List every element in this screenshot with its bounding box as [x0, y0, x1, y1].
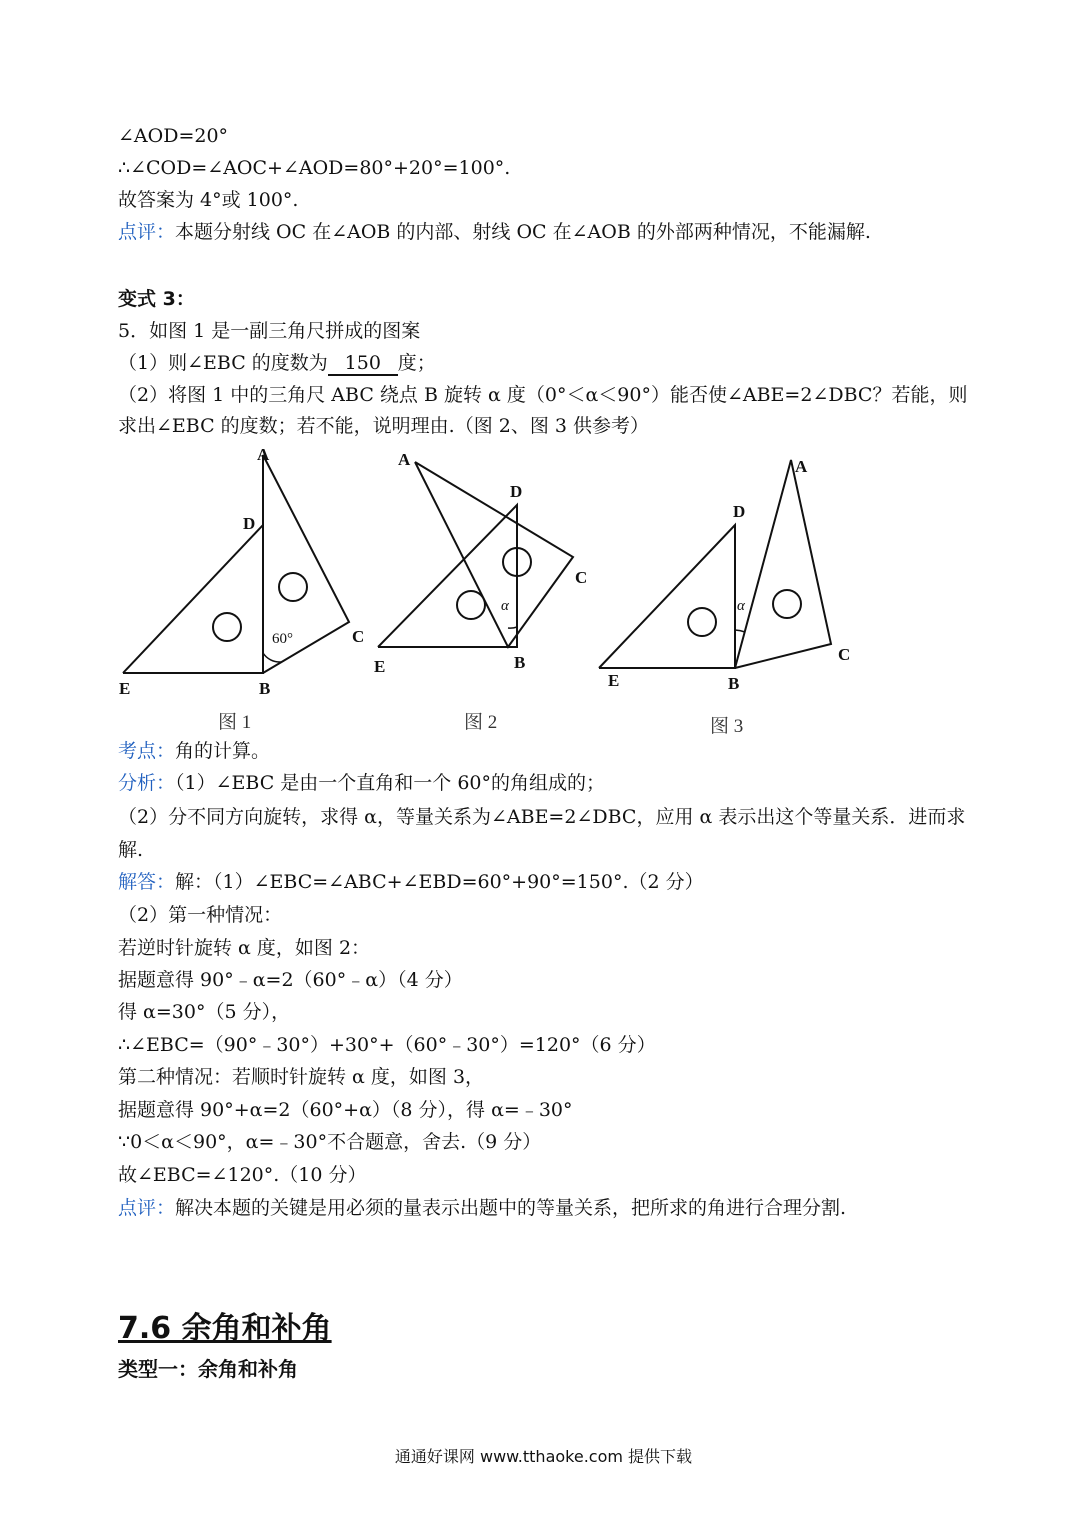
answer-label: 解答： [118, 871, 176, 893]
knowledge-point [118, 736, 270, 766]
fig3-alpha: α [737, 598, 745, 614]
step-2: 若逆时针旋转 α 度，如图 2： [118, 937, 371, 959]
figure-1 [119, 445, 364, 698]
fig2-label-a: A [398, 450, 411, 469]
answer-line: 故答案为 4°或 100°. [118, 189, 299, 211]
fig3-label-d: D [733, 502, 746, 521]
fig3-label-e: E [608, 671, 620, 690]
comment-text: 本题分射线 OC 在∠AOB 的内部、射线 OC 在∠AOB 的外部两种情况，不能漏解. [175, 221, 871, 243]
fig3-caption: 图 3 [710, 716, 744, 737]
fig2-label-e: E [374, 657, 386, 676]
fig1-label-c: C [352, 627, 365, 646]
review-line [118, 1193, 846, 1223]
figure-2 [374, 450, 587, 676]
fig3-label-c: C [838, 645, 851, 664]
question-part-2: （2）将图 1 中的三角尺 ABC 绕点 B 旋转 α 度（0°＜α＜90°）能否使∠ABE=2∠DBC？若能，则求出∠EBC 的度数；若不能，说明理由.（图 2、图 3 供参考） [118, 384, 968, 437]
type-title: 类型一：余角和补角 [118, 1357, 298, 1381]
comment-label: 点评： [118, 221, 176, 243]
step-7: 据题意得 90°+α=2（60°+α）（8 分），得 α=﹣30° [118, 1099, 573, 1121]
fig3-label-a: A [795, 457, 808, 476]
section-title: 7.6 余角和补角 [118, 1311, 332, 1346]
solution-line-aod: ∠AOD=20° [118, 125, 229, 147]
answer-part-1 [118, 867, 704, 897]
fig2-label-c: C [575, 568, 588, 587]
knowledge-text: 角的计算。 [175, 740, 271, 762]
variant-heading: 变式 3： [118, 288, 195, 310]
fig1-caption: 图 1 [218, 712, 252, 733]
review-label: 点评： [118, 1197, 176, 1219]
fig2-alpha: α [501, 598, 509, 614]
analysis-text-1: （1）∠EBC 是由一个直角和一个 60°的角组成的； [175, 772, 606, 794]
step-1: （2）第一种情况： [118, 904, 283, 926]
step-5: ∴∠EBC=（90°﹣30°）+30°+（60°﹣30°）=120°（6 分） [118, 1034, 656, 1056]
question-part-1 [118, 348, 436, 378]
step-6: 第二种情况：若顺时针旋转 α 度，如图 3， [118, 1066, 485, 1088]
fig2-label-d: D [510, 482, 523, 501]
fig1-label-e: E [119, 679, 131, 698]
part1-suffix: 度； [397, 352, 436, 374]
fig1-label-a: A [257, 445, 270, 464]
knowledge-label: 考点： [118, 740, 176, 762]
analysis-line-1 [118, 768, 605, 798]
step-3: 据题意得 90°﹣α=2（60°﹣α）（4 分） [118, 969, 463, 991]
step-9: 故∠EBC=∠120°.（10 分） [118, 1164, 367, 1186]
question-stem: 5．如图 1 是一副三角尺拼成的图案 [118, 320, 421, 342]
fig1-label-d: D [243, 514, 256, 533]
fig1-angle: 60° [272, 631, 293, 647]
answer-text-1: 解：（1）∠EBC=∠ABC+∠EBD=60°+90°=150°.（2 分） [175, 871, 704, 893]
fig2-caption: 图 2 [464, 712, 498, 733]
figure-3 [599, 457, 850, 693]
figures [0, 440, 1087, 740]
step-4: 得 α=30°（5 分）， [118, 1001, 291, 1023]
page-footer: 通通好课网 www.tthaoke.com 提供下载 [394, 1447, 693, 1466]
fig3-label-b: B [728, 674, 740, 693]
solution-line-cod: ∴∠COD=∠AOC+∠AOD=80°+20°=100°. [118, 157, 511, 179]
review-text: 解决本题的关键是用必须的量表示出题中的等量关系，把所求的角进行合理分割. [175, 1197, 847, 1219]
comment-line [118, 217, 871, 247]
part1-prefix: （1）则∠EBC 的度数为 [118, 352, 328, 374]
step-8: ∵0＜α＜90°，α=﹣30°不合题意，舍去.（9 分） [118, 1131, 542, 1153]
analysis-label: 分析： [118, 772, 176, 794]
fig1-label-b: B [259, 679, 271, 698]
part1-answer: 150 [328, 352, 398, 376]
analysis-line-2: （2）分不同方向旋转，求得 α，等量关系为∠ABE=2∠DBC，应用 α 表示出这个等量关系．进而求解. [118, 806, 966, 861]
fig2-label-b: B [514, 653, 526, 672]
